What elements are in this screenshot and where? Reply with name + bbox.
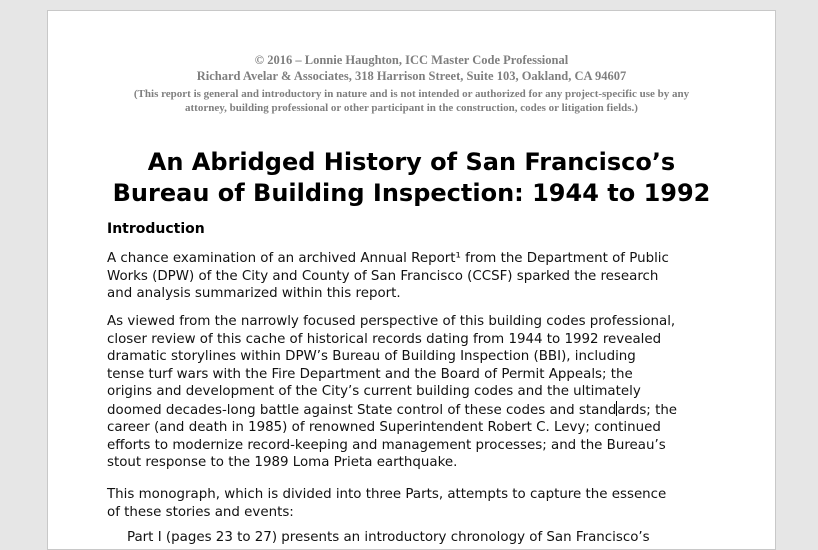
section-heading-introduction: Introduction [107,221,205,237]
paragraph-line: dramatic storylines within DPW’s Bureau of Building Inspection (BBI), including [107,349,636,364]
paragraph-line: stout response to the 1989 Loma Prieta earthquake. [107,455,458,470]
paragraph-line: Part I (pages 23 to 27) presents an introductory chronology of San Francisco’s [127,530,650,545]
paragraph-line: and analysis summarized within this report. [107,286,401,301]
document-title [48,147,775,209]
paragraph-line: closer review of this cache of historical records dating from 1944 to 1992 revealed [107,331,662,347]
paragraph-line: tense turf wars with the Fire Department and the Board of Permit Appeals; the [107,366,633,382]
paragraph-3 [107,486,727,521]
paragraph-2 [107,313,727,472]
text-before-cursor: doomed decades-long battle against State control of these codes and stand [107,402,617,418]
paragraph-line: A chance examination of an archived Annual Report¹ from the Department of Public [107,251,669,266]
paragraph-line: Works (DPW) of the City and County of San Francisco (CCSF) sparked the research [107,268,659,284]
title-line-1: An Abridged History of San Francisco’s [147,148,676,176]
paragraph-line: origins and development of the City’s current building codes and the ultimately [107,384,641,399]
list-item-part-1 [127,529,747,547]
paragraph-line: career (and death in 1985) of renowned Superintendent Robert C. Levy; continued [107,420,661,435]
text-after-cursor: ards; the [617,402,678,418]
disclaimer-line-2: attorney, building professional or other participant in the construction, codes or litigation fields.) [185,102,638,114]
address-line: Richard Avelar & Associates, 318 Harrison Street, Suite 103, Oakland, CA 94607 [196,69,627,83]
paragraph-line: As viewed from the narrowly focused perspective of this building codes professional, [107,314,676,329]
paragraph-line: of these stories and events: [107,504,294,520]
paragraph-line: This monograph, which is divided into three Parts, attempts to capture the essence [107,487,667,502]
paragraph-line-with-cursor[interactable] [107,401,727,420]
document-page [47,10,776,550]
paragraph-1 [107,250,727,303]
paragraph-line: efforts to modernize record-keeping and management processes; and the Bureau’s [107,437,666,453]
disclaimer [48,87,775,115]
title-line-2: Bureau of Building Inspection: 1944 to 1992 [112,179,711,207]
disclaimer-line-1: (This report is general and introductory in nature and is not intended or authorized for any project-specific use by any [133,88,690,100]
copyright-line: © 2016 – Lonnie Haughton, ICC Master Code Professional [254,53,569,67]
